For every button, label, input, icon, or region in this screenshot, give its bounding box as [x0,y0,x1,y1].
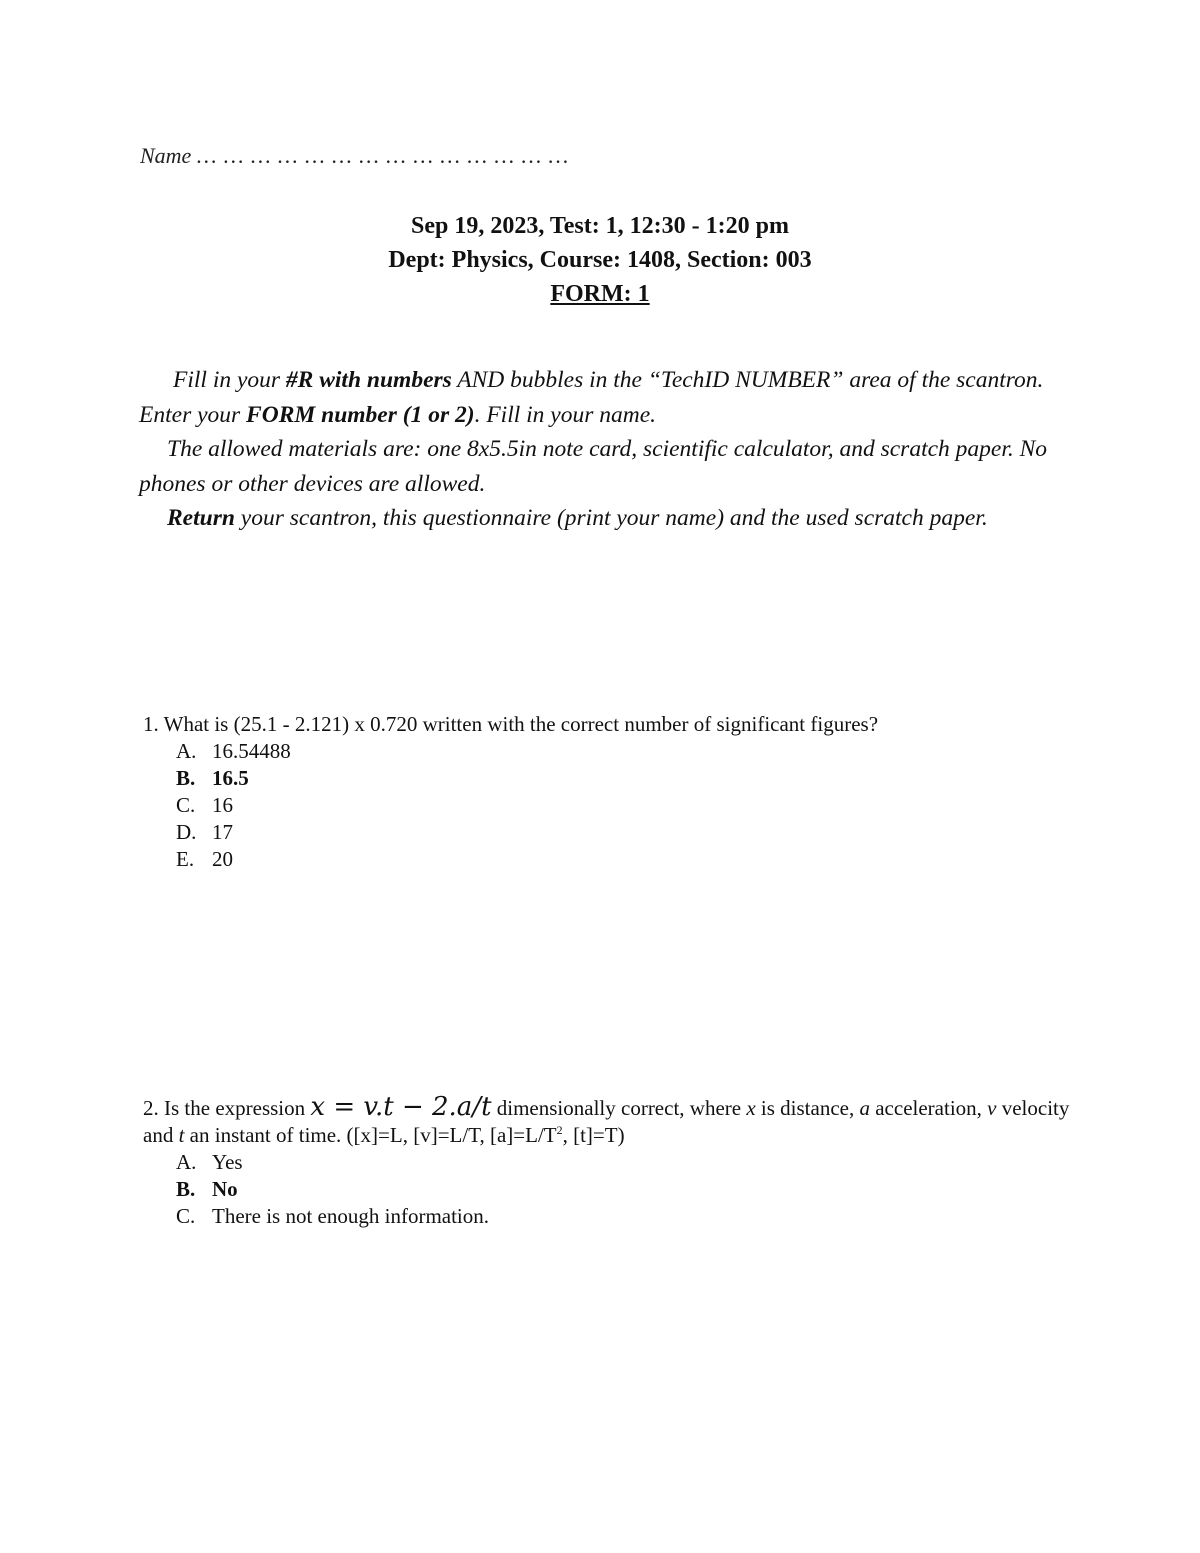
variable: t [178,1123,185,1147]
instruction-paragraph-3 [139,501,1069,536]
question-1 [143,711,1073,873]
choice-text: 17 [212,820,233,844]
instruction-paragraph-1 [139,363,1069,432]
choice-text: 16 [212,793,233,817]
choice-c [176,792,1073,819]
stem-text: an instant of time. ([x]=L, [v]=L/T, [a]=L/T [184,1123,557,1147]
instruction-text: . Fill in your name. [474,401,657,428]
choice-a [176,1149,1073,1176]
choice-b-correct [176,1176,1073,1203]
name-field [140,143,569,169]
instruction-paragraph-2 [139,432,1069,501]
choice-text: Yes [212,1150,243,1174]
choice-letter: A. [176,1150,197,1174]
instruction-text: your scantron, this questionnaire (print your name) and the used scratch paper. [234,505,988,531]
choice-text: No [212,1177,238,1201]
choice-letter: D. [176,820,197,844]
choice-letter: B. [176,1177,196,1201]
choice-letter: C. [176,793,196,817]
question-stem: 1. What is (25.1 - 2.121) x 0.720 written with the correct number of significant figures? [143,712,879,736]
variable: v [987,1096,997,1120]
variable: a [859,1096,870,1120]
choice-b-correct [176,765,1073,792]
choice-text: There is not enough information. [212,1204,490,1228]
instructions [139,363,1069,536]
answer-choices [143,738,1073,873]
question-stem [143,1094,1073,1149]
form-number: FORM: 1 [550,281,650,307]
name-blank-line: … … … … … … … … … … … … … … [196,143,570,168]
exam-date-time: Sep 19, 2023, Test: 1, 12:30 - 1:20 pm [410,213,789,239]
choice-text: 20 [212,847,233,871]
stem-text: is distance, [755,1096,860,1120]
stem-text: 2. Is the expression [143,1096,311,1120]
instruction-text: The allowed materials are: one 8x5.5in note card, scientific calculator, and scratch paper. No phones or other devices are allowed. [139,436,1048,497]
name-label: Name [140,143,192,168]
choice-text: 16.5 [212,766,249,790]
instruction-text: Fill in your [173,367,286,393]
choice-a [176,738,1073,765]
choice-letter: C. [176,1204,196,1228]
instruction-emphasis: FORM number (1 or 2) [246,401,475,428]
choice-letter: A. [176,739,197,763]
instruction-emphasis: #R with numbers [285,367,452,393]
exponent: 2 [556,1123,563,1137]
instruction-text: AND bubbles in the “TechID NUMBER” area of the scantron. Enter your [139,367,1044,428]
question-2 [143,1094,1073,1230]
choice-d [176,819,1073,846]
answer-choices [143,1149,1073,1230]
course-info: Dept: Physics, Course: 1408, Section: 003 [388,247,812,273]
stem-text: velocity and [143,1096,1070,1147]
stem-text: , [t]=T) [562,1123,625,1147]
choice-text: 16.54488 [212,739,291,763]
choice-letter: E. [176,847,195,871]
choice-letter: B. [176,766,196,790]
math-expression: x = v.t − 2.a/t [310,1092,492,1122]
stem-text: acceleration, [869,1096,988,1120]
instruction-emphasis: Return [167,505,235,531]
variable: x [746,1096,756,1120]
choice-c [176,1203,1073,1230]
choice-e [176,846,1073,873]
stem-text: dimensionally correct, where [491,1096,747,1120]
